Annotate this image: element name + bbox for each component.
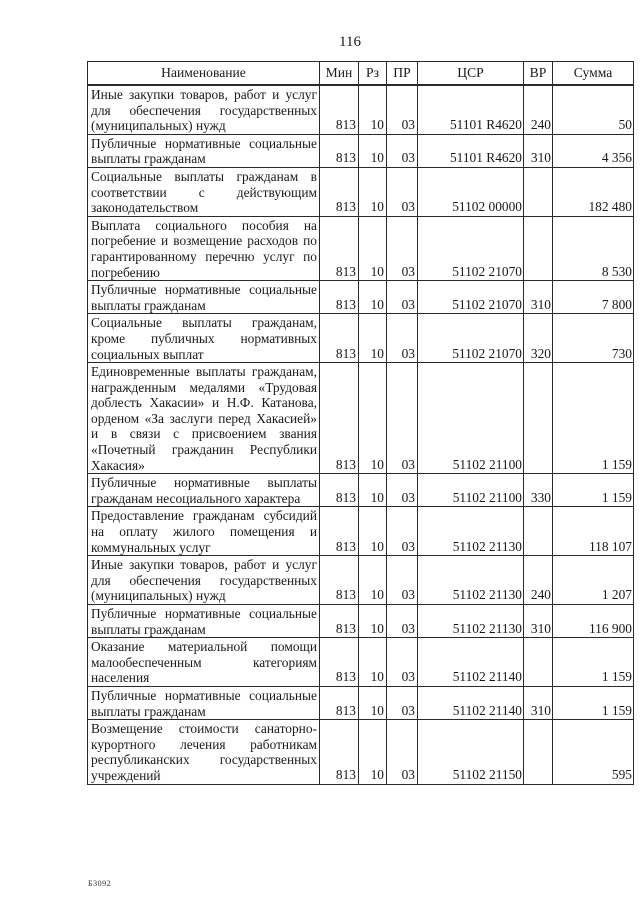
- cell-amount: 8 530: [553, 216, 634, 280]
- cell-amount: 1 207: [553, 556, 634, 605]
- cell-min: 813: [320, 556, 359, 605]
- cell-vr: [524, 167, 553, 216]
- cell-min: 813: [320, 638, 359, 687]
- cell-min: 813: [320, 314, 359, 363]
- cell-min: 813: [320, 686, 359, 719]
- cell-rz: 10: [359, 216, 387, 280]
- cell-rz: 10: [359, 474, 387, 507]
- cell-csr: 51102 21130: [418, 556, 524, 605]
- table-row: [88, 363, 634, 474]
- cell-pr: 03: [387, 363, 418, 474]
- cell-pr: 03: [387, 167, 418, 216]
- cell-rz: 10: [359, 605, 387, 638]
- cell-pr: 03: [387, 85, 418, 134]
- cell-rz: 10: [359, 507, 387, 556]
- cell-pr: 03: [387, 556, 418, 605]
- table-row: [88, 556, 634, 605]
- cell-min: 813: [320, 167, 359, 216]
- cell-vr: [524, 216, 553, 280]
- cell-amount: 1 159: [553, 474, 634, 507]
- cell-name: Социальные выплаты гражданам, кроме публичных нормативных социальных выплат: [88, 314, 320, 363]
- cell-name: Публичные нормативные социальные выплаты гражданам: [88, 134, 320, 167]
- table-row: [88, 281, 634, 314]
- cell-amount: 7 800: [553, 281, 634, 314]
- cell-vr: [524, 720, 553, 784]
- cell-rz: 10: [359, 85, 387, 134]
- header-min: Мин: [320, 62, 359, 86]
- cell-vr: 330: [524, 474, 553, 507]
- cell-rz: 10: [359, 167, 387, 216]
- cell-vr: 310: [524, 686, 553, 719]
- cell-csr: 51102 21070: [418, 281, 524, 314]
- header-vr: ВР: [524, 62, 553, 86]
- table-row: [88, 507, 634, 556]
- cell-pr: 03: [387, 314, 418, 363]
- cell-csr: 51102 21130: [418, 507, 524, 556]
- table-row: [88, 314, 634, 363]
- cell-rz: 10: [359, 314, 387, 363]
- header-rz: Рз: [359, 62, 387, 86]
- cell-vr: 310: [524, 605, 553, 638]
- cell-min: 813: [320, 363, 359, 474]
- table-row: [88, 720, 634, 784]
- cell-vr: [524, 507, 553, 556]
- cell-min: 813: [320, 216, 359, 280]
- cell-pr: 03: [387, 638, 418, 687]
- cell-pr: 03: [387, 474, 418, 507]
- cell-pr: 03: [387, 686, 418, 719]
- table-row: [88, 686, 634, 719]
- header-pr: ПР: [387, 62, 418, 86]
- cell-amount: 182 480: [553, 167, 634, 216]
- cell-min: 813: [320, 85, 359, 134]
- cell-csr: 51101 R4620: [418, 85, 524, 134]
- cell-min: 813: [320, 507, 359, 556]
- cell-vr: 240: [524, 85, 553, 134]
- cell-pr: 03: [387, 134, 418, 167]
- page-number: 116: [339, 34, 361, 50]
- cell-amount: 50: [553, 85, 634, 134]
- cell-csr: 51102 21070: [418, 216, 524, 280]
- cell-vr: 240: [524, 556, 553, 605]
- cell-amount: 595: [553, 720, 634, 784]
- cell-rz: 10: [359, 638, 387, 687]
- cell-csr: 51102 21100: [418, 474, 524, 507]
- table-row: [88, 216, 634, 280]
- cell-rz: 10: [359, 363, 387, 474]
- table-body: [88, 85, 634, 784]
- cell-name: Публичные нормативные социальные выплаты гражданам: [88, 686, 320, 719]
- table-row: [88, 85, 634, 134]
- cell-csr: 51101 R4620: [418, 134, 524, 167]
- cell-amount: 1 159: [553, 363, 634, 474]
- cell-min: 813: [320, 720, 359, 784]
- footer-code: Б3092: [88, 879, 112, 888]
- table-header-row: [88, 62, 634, 86]
- cell-name: Выплата социального пособия на погребение и возмещение расходов по гарантированному перечню услуг по погребению: [88, 216, 320, 280]
- cell-csr: 51102 21130: [418, 605, 524, 638]
- header-name: Наименование: [88, 62, 320, 86]
- cell-min: 813: [320, 605, 359, 638]
- cell-rz: 10: [359, 556, 387, 605]
- cell-name: Иные закупки товаров, работ и услуг для обеспечения государственных (муниципальных) нужд: [88, 85, 320, 134]
- cell-min: 813: [320, 134, 359, 167]
- cell-csr: 51102 21140: [418, 638, 524, 687]
- cell-pr: 03: [387, 281, 418, 314]
- header-csr: ЦСР: [418, 62, 524, 86]
- cell-amount: 4 356: [553, 134, 634, 167]
- cell-name: Предоставление гражданам субсидий на оплату жилого помещения и коммунальных услуг: [88, 507, 320, 556]
- cell-name: Оказание материальной помощи малообеспеченным категориям населения: [88, 638, 320, 687]
- cell-csr: 51102 00000: [418, 167, 524, 216]
- header-amount: Сумма: [553, 62, 634, 86]
- cell-name: Публичные нормативные социальные выплаты гражданам: [88, 281, 320, 314]
- cell-rz: 10: [359, 281, 387, 314]
- cell-name: Иные закупки товаров, работ и услуг для обеспечения государственных (муниципальных) нужд: [88, 556, 320, 605]
- cell-name: Социальные выплаты гражданам в соответствии с действующим законодательством: [88, 167, 320, 216]
- cell-name: Публичные нормативные социальные выплаты гражданам: [88, 605, 320, 638]
- cell-amount: 116 900: [553, 605, 634, 638]
- cell-rz: 10: [359, 686, 387, 719]
- cell-name: Возмещение стоимости санаторно-курортного лечения работникам республиканских государственных учреждений: [88, 720, 320, 784]
- table-row: [88, 134, 634, 167]
- cell-name: Публичные нормативные выплаты гражданам несоциального характера: [88, 474, 320, 507]
- cell-vr: [524, 638, 553, 687]
- cell-csr: 51102 21100: [418, 363, 524, 474]
- cell-min: 813: [320, 281, 359, 314]
- cell-pr: 03: [387, 720, 418, 784]
- table-row: [88, 605, 634, 638]
- table-row: [88, 474, 634, 507]
- cell-csr: 51102 21070: [418, 314, 524, 363]
- cell-amount: 1 159: [553, 638, 634, 687]
- table-row: [88, 167, 634, 216]
- cell-vr: 310: [524, 281, 553, 314]
- cell-csr: 51102 21140: [418, 686, 524, 719]
- cell-pr: 03: [387, 507, 418, 556]
- budget-table: [87, 61, 634, 785]
- cell-pr: 03: [387, 216, 418, 280]
- cell-name: Единовременные выплаты гражданам, награжденным медалями «Трудовая доблесть Хакасии» и Н.Ф. Катанова, орденом «За заслуги перед Хакасией» и в связи с присвоением звания «Почетный гражданин Республики Хакасия»: [88, 363, 320, 474]
- cell-amount: 1 159: [553, 686, 634, 719]
- cell-vr: [524, 363, 553, 474]
- cell-rz: 10: [359, 720, 387, 784]
- cell-rz: 10: [359, 134, 387, 167]
- cell-amount: 118 107: [553, 507, 634, 556]
- cell-vr: 310: [524, 134, 553, 167]
- cell-csr: 51102 21150: [418, 720, 524, 784]
- cell-vr: 320: [524, 314, 553, 363]
- cell-amount: 730: [553, 314, 634, 363]
- table-row: [88, 638, 634, 687]
- cell-min: 813: [320, 474, 359, 507]
- cell-pr: 03: [387, 605, 418, 638]
